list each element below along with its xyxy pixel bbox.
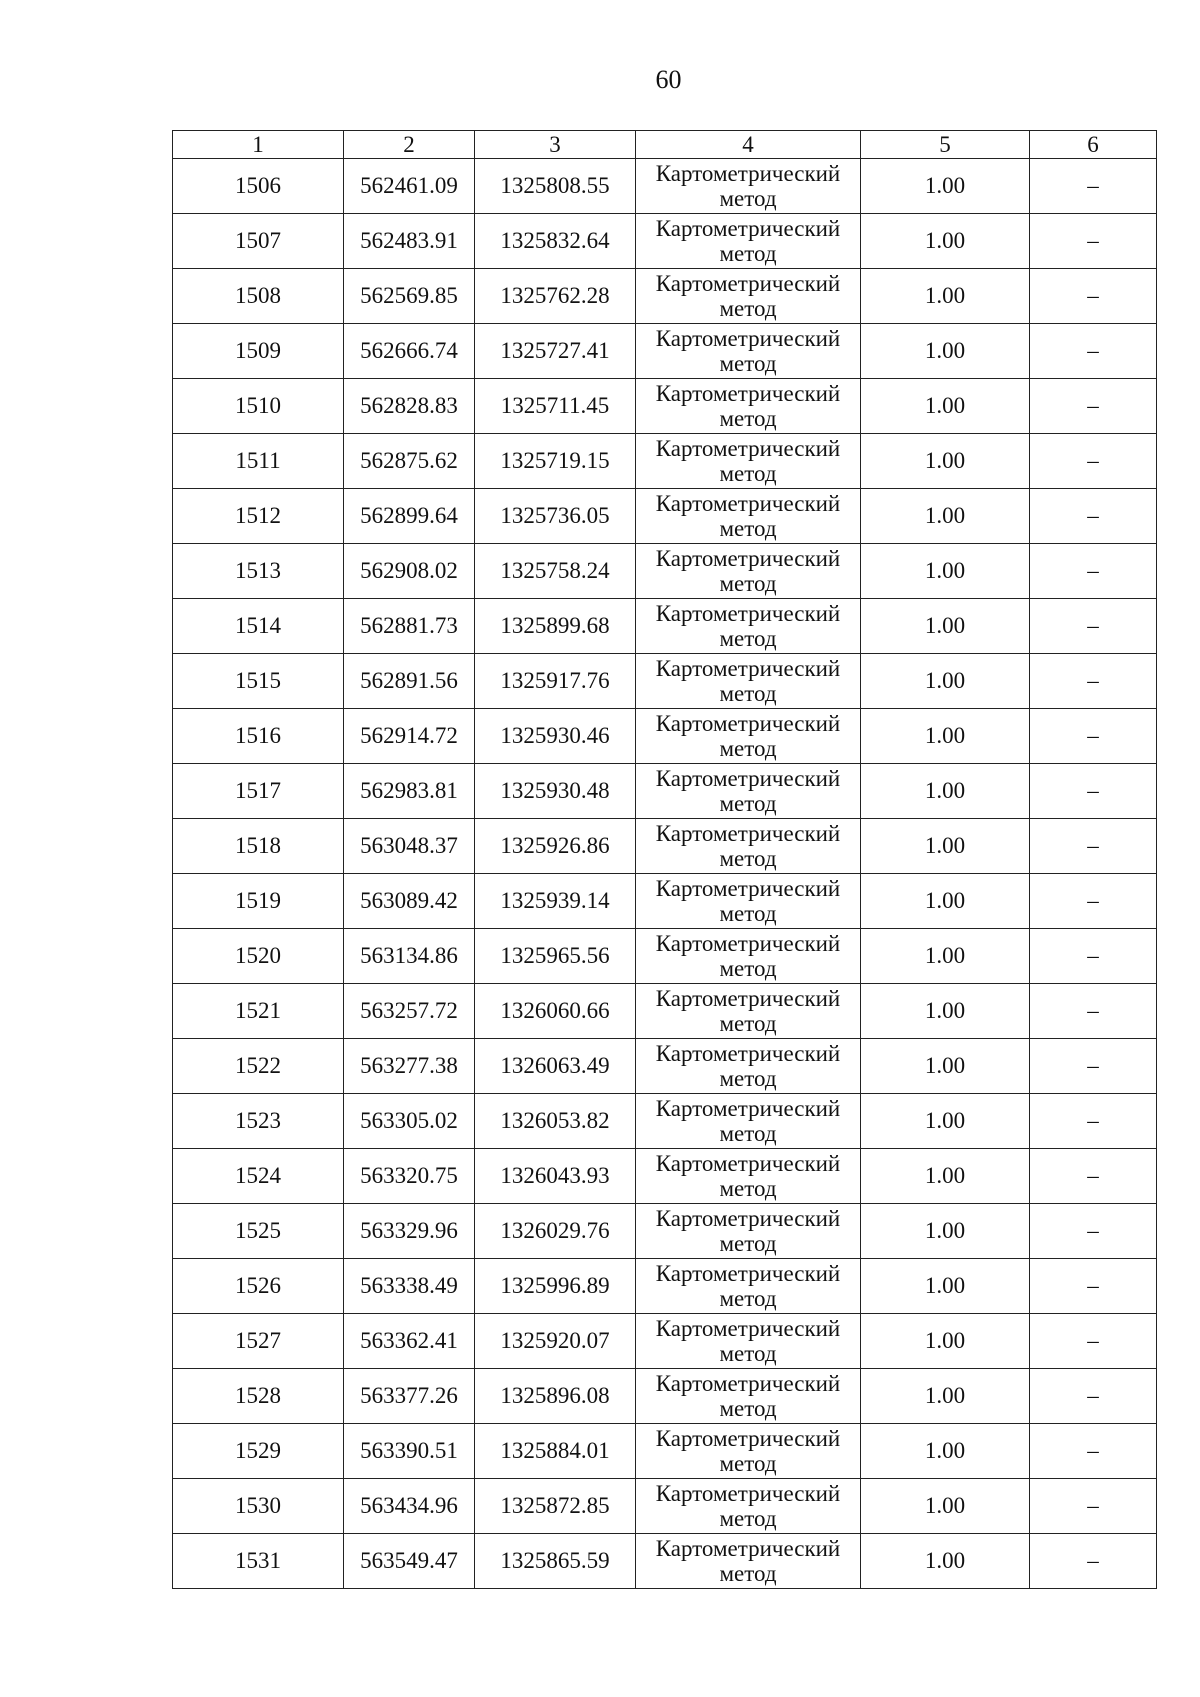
method-line-1: Картометрический [655,1151,841,1176]
x-coordinate-cell: 562569.85 [344,269,475,324]
note-cell: – [1030,1094,1157,1149]
note-cell: – [1030,1534,1157,1589]
column-header: 2 [344,131,475,159]
point-number-cell: 1525 [173,1204,344,1259]
method-line-1: Картометрический [655,161,841,186]
accuracy-cell: 1.00 [861,214,1030,269]
method-line-1: Картометрический [655,931,841,956]
accuracy-cell: 1.00 [861,1204,1030,1259]
table-row [173,1314,1157,1369]
accuracy-cell: 1.00 [861,159,1030,214]
y-coordinate-cell: 1325808.55 [475,159,636,214]
y-coordinate-cell: 1326053.82 [475,1094,636,1149]
table-row [173,1479,1157,1534]
point-number-cell: 1507 [173,214,344,269]
accuracy-cell: 1.00 [861,1424,1030,1479]
x-coordinate-cell: 563320.75 [344,1149,475,1204]
table-row [173,1149,1157,1204]
note-cell: – [1030,269,1157,324]
point-number-cell: 1517 [173,764,344,819]
table-row [173,1369,1157,1424]
method-line-1: Картометрический [655,491,841,516]
accuracy-cell: 1.00 [861,599,1030,654]
point-number-cell: 1515 [173,654,344,709]
column-header: 3 [475,131,636,159]
method-cell [636,1204,861,1259]
accuracy-cell: 1.00 [861,1479,1030,1534]
point-number-cell: 1522 [173,1039,344,1094]
note-cell: – [1030,1314,1157,1369]
y-coordinate-cell: 1326063.49 [475,1039,636,1094]
method-cell [636,1424,861,1479]
method-cell [636,599,861,654]
x-coordinate-cell: 563277.38 [344,1039,475,1094]
method-cell [636,324,861,379]
table-row [173,984,1157,1039]
method-cell [636,1314,861,1369]
method-line-1: Картометрический [655,1096,841,1121]
y-coordinate-cell: 1325736.05 [475,489,636,544]
method-line-1: Картометрический [655,381,841,406]
table-row [173,599,1157,654]
method-line-1: Картометрический [655,216,841,241]
point-number-cell: 1518 [173,819,344,874]
x-coordinate-cell: 562828.83 [344,379,475,434]
point-number-cell: 1516 [173,709,344,764]
accuracy-cell: 1.00 [861,1369,1030,1424]
method-line-1: Картометрический [655,436,841,461]
note-cell: – [1030,764,1157,819]
y-coordinate-cell: 1325719.15 [475,434,636,489]
accuracy-cell: 1.00 [861,709,1030,764]
table-row [173,489,1157,544]
point-number-cell: 1530 [173,1479,344,1534]
note-cell: – [1030,599,1157,654]
method-line-1: Картометрический [655,1536,841,1561]
table-row [173,159,1157,214]
method-line-2: метод [719,1396,777,1421]
accuracy-cell: 1.00 [861,1094,1030,1149]
x-coordinate-cell: 562881.73 [344,599,475,654]
point-number-cell: 1509 [173,324,344,379]
point-number-cell: 1526 [173,1259,344,1314]
method-cell [636,1479,861,1534]
page-number: 60 [655,65,682,94]
method-line-1: Картометрический [655,1481,841,1506]
table-row [173,214,1157,269]
method-line-1: Картометрический [655,546,841,571]
point-number-cell: 1520 [173,929,344,984]
y-coordinate-cell: 1325711.45 [475,379,636,434]
method-line-2: метод [719,516,777,541]
x-coordinate-cell: 562908.02 [344,544,475,599]
method-line-2: метод [719,1231,777,1256]
note-cell: – [1030,489,1157,544]
accuracy-cell: 1.00 [861,1149,1030,1204]
method-line-1: Картометрический [655,1261,841,1286]
table-row [173,654,1157,709]
method-line-2: метод [719,791,777,816]
x-coordinate-cell: 562666.74 [344,324,475,379]
point-number-cell: 1508 [173,269,344,324]
y-coordinate-cell: 1325917.76 [475,654,636,709]
y-coordinate-cell: 1325939.14 [475,874,636,929]
method-cell [636,1094,861,1149]
point-number-cell: 1519 [173,874,344,929]
point-number-cell: 1512 [173,489,344,544]
x-coordinate-cell: 562899.64 [344,489,475,544]
method-line-2: метод [719,736,777,761]
method-line-1: Картометрический [655,326,841,351]
accuracy-cell: 1.00 [861,1314,1030,1369]
method-cell [636,929,861,984]
table-row [173,544,1157,599]
coordinates-table [172,130,1157,1589]
point-number-cell: 1529 [173,1424,344,1479]
method-cell [636,764,861,819]
note-cell: – [1030,1369,1157,1424]
method-cell [636,489,861,544]
method-line-1: Картометрический [655,1426,841,1451]
note-cell: – [1030,1039,1157,1094]
method-line-1: Картометрический [655,271,841,296]
x-coordinate-cell: 563257.72 [344,984,475,1039]
column-header: 5 [861,131,1030,159]
note-cell: – [1030,214,1157,269]
accuracy-cell: 1.00 [861,1039,1030,1094]
method-line-1: Картометрический [655,1371,841,1396]
method-line-2: метод [719,241,777,266]
note-cell: – [1030,819,1157,874]
accuracy-cell: 1.00 [861,379,1030,434]
header-row [173,131,1157,159]
method-line-2: метод [719,351,777,376]
note-cell: – [1030,654,1157,709]
note-cell: – [1030,1204,1157,1259]
method-line-1: Картометрический [655,1316,841,1341]
method-cell [636,1039,861,1094]
method-cell [636,654,861,709]
method-cell [636,984,861,1039]
y-coordinate-cell: 1326043.93 [475,1149,636,1204]
method-line-1: Картометрический [655,1206,841,1231]
y-coordinate-cell: 1326060.66 [475,984,636,1039]
x-coordinate-cell: 563390.51 [344,1424,475,1479]
accuracy-cell: 1.00 [861,984,1030,1039]
y-coordinate-cell: 1325930.46 [475,709,636,764]
point-number-cell: 1528 [173,1369,344,1424]
note-cell: – [1030,1424,1157,1479]
x-coordinate-cell: 563549.47 [344,1534,475,1589]
x-coordinate-cell: 563338.49 [344,1259,475,1314]
method-cell [636,434,861,489]
y-coordinate-cell: 1325762.28 [475,269,636,324]
accuracy-cell: 1.00 [861,324,1030,379]
note-cell: – [1030,544,1157,599]
table-row [173,819,1157,874]
point-number-cell: 1514 [173,599,344,654]
x-coordinate-cell: 563048.37 [344,819,475,874]
y-coordinate-cell: 1325899.68 [475,599,636,654]
y-coordinate-cell: 1325758.24 [475,544,636,599]
x-coordinate-cell: 563329.96 [344,1204,475,1259]
point-number-cell: 1511 [173,434,344,489]
method-line-1: Картометрический [655,876,841,901]
method-line-2: метод [719,1066,777,1091]
method-cell [636,214,861,269]
x-coordinate-cell: 562461.09 [344,159,475,214]
y-coordinate-cell: 1325865.59 [475,1534,636,1589]
method-line-2: метод [719,1451,777,1476]
method-line-2: метод [719,406,777,431]
table-row [173,324,1157,379]
note-cell: – [1030,1479,1157,1534]
method-line-2: метод [719,626,777,651]
x-coordinate-cell: 563362.41 [344,1314,475,1369]
column-header: 1 [173,131,344,159]
method-cell [636,1369,861,1424]
y-coordinate-cell: 1325727.41 [475,324,636,379]
method-cell [636,379,861,434]
method-line-2: метод [719,1561,777,1586]
y-coordinate-cell: 1325996.89 [475,1259,636,1314]
method-line-1: Картометрический [655,656,841,681]
accuracy-cell: 1.00 [861,269,1030,324]
accuracy-cell: 1.00 [861,929,1030,984]
method-line-1: Картометрический [655,601,841,626]
note-cell: – [1030,1149,1157,1204]
note-cell: – [1030,159,1157,214]
y-coordinate-cell: 1325965.56 [475,929,636,984]
table-row [173,1259,1157,1314]
accuracy-cell: 1.00 [861,544,1030,599]
method-line-1: Картометрический [655,986,841,1011]
table-row [173,929,1157,984]
note-cell: – [1030,324,1157,379]
y-coordinate-cell: 1325884.01 [475,1424,636,1479]
method-line-1: Картометрический [655,1041,841,1066]
accuracy-cell: 1.00 [861,764,1030,819]
accuracy-cell: 1.00 [861,489,1030,544]
accuracy-cell: 1.00 [861,654,1030,709]
accuracy-cell: 1.00 [861,874,1030,929]
method-line-2: метод [719,681,777,706]
x-coordinate-cell: 563134.86 [344,929,475,984]
y-coordinate-cell: 1325926.86 [475,819,636,874]
x-coordinate-cell: 563434.96 [344,1479,475,1534]
table-row [173,874,1157,929]
accuracy-cell: 1.00 [861,1259,1030,1314]
point-number-cell: 1521 [173,984,344,1039]
method-cell [636,1534,861,1589]
method-line-2: метод [719,1121,777,1146]
note-cell: – [1030,434,1157,489]
method-line-1: Картометрический [655,711,841,736]
method-cell [636,874,861,929]
accuracy-cell: 1.00 [861,819,1030,874]
method-line-2: метод [719,846,777,871]
point-number-cell: 1527 [173,1314,344,1369]
method-cell [636,269,861,324]
table-row [173,709,1157,764]
point-number-cell: 1531 [173,1534,344,1589]
method-line-1: Картометрический [655,821,841,846]
method-line-2: метод [719,461,777,486]
note-cell: – [1030,874,1157,929]
column-header: 4 [636,131,861,159]
x-coordinate-cell: 562891.56 [344,654,475,709]
method-line-2: метод [719,1011,777,1036]
method-cell [636,1149,861,1204]
accuracy-cell: 1.00 [861,1534,1030,1589]
method-cell [636,709,861,764]
method-line-2: метод [719,186,777,211]
table-row [173,269,1157,324]
note-cell: – [1030,929,1157,984]
accuracy-cell: 1.00 [861,434,1030,489]
method-cell [636,544,861,599]
point-number-cell: 1523 [173,1094,344,1149]
note-cell: – [1030,984,1157,1039]
method-line-1: Картометрический [655,766,841,791]
x-coordinate-cell: 562483.91 [344,214,475,269]
note-cell: – [1030,1259,1157,1314]
y-coordinate-cell: 1326029.76 [475,1204,636,1259]
method-line-2: метод [719,296,777,321]
table-row [173,1534,1157,1589]
point-number-cell: 1506 [173,159,344,214]
note-cell: – [1030,709,1157,764]
table-row [173,434,1157,489]
method-line-2: метод [719,1506,777,1531]
y-coordinate-cell: 1325930.48 [475,764,636,819]
table-row [173,1204,1157,1259]
table-row [173,1039,1157,1094]
x-coordinate-cell: 563305.02 [344,1094,475,1149]
y-coordinate-cell: 1325920.07 [475,1314,636,1369]
point-number-cell: 1524 [173,1149,344,1204]
table-header [173,131,1157,159]
column-header: 6 [1030,131,1157,159]
x-coordinate-cell: 562875.62 [344,434,475,489]
method-line-2: метод [719,1341,777,1366]
point-number-cell: 1513 [173,544,344,599]
x-coordinate-cell: 563089.42 [344,874,475,929]
method-line-2: метод [719,901,777,926]
table-body [173,159,1157,1589]
method-line-2: метод [719,571,777,596]
x-coordinate-cell: 562983.81 [344,764,475,819]
method-cell [636,159,861,214]
x-coordinate-cell: 562914.72 [344,709,475,764]
table-row [173,1424,1157,1479]
y-coordinate-cell: 1325872.85 [475,1479,636,1534]
table-row [173,379,1157,434]
y-coordinate-cell: 1325832.64 [475,214,636,269]
x-coordinate-cell: 563377.26 [344,1369,475,1424]
table-row [173,764,1157,819]
y-coordinate-cell: 1325896.08 [475,1369,636,1424]
method-cell [636,819,861,874]
method-line-2: метод [719,1176,777,1201]
method-line-2: метод [719,956,777,981]
table-row [173,1094,1157,1149]
method-cell [636,1259,861,1314]
note-cell: – [1030,379,1157,434]
point-number-cell: 1510 [173,379,344,434]
method-line-2: метод [719,1286,777,1311]
